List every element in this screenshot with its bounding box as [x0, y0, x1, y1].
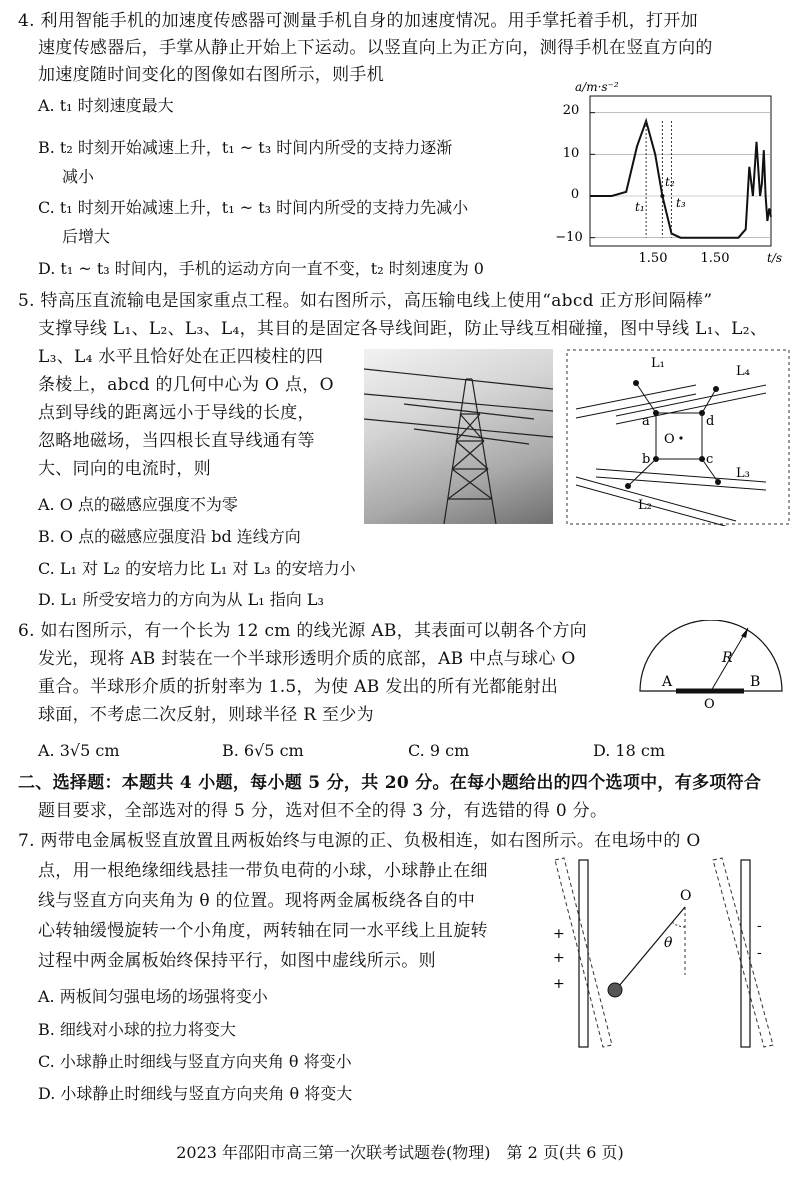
- label-theta: θ: [664, 935, 673, 951]
- q5-stem-line: 5. 特高压直流输电是国家重点工程。如右图所示，高压输电线上使用“abcd 正方形间隔棒”: [18, 291, 713, 311]
- q4-stem-line: 速度传感器后，手掌从静止开始上下运动。以竖直向上为正方向，测得手机在竖直方向的: [38, 38, 713, 58]
- label-b: b: [642, 452, 651, 467]
- node-d: [699, 410, 705, 416]
- minus-sign: -: [757, 918, 762, 934]
- q6-stem-line: 6. 如右图所示，有一个长为 12 cm 的线光源 AB，其表面可以朝各个方向: [18, 621, 587, 641]
- chart-ytick-label: 10: [562, 146, 580, 161]
- node-l2: [625, 483, 631, 489]
- capacitor-diagram: [545, 855, 785, 1055]
- q4-option-d: D. t₁ ~ t₃ 时间内，手机的运动方向一直不变，t₂ 时刻速度为 0: [38, 259, 484, 278]
- label-a: A: [662, 674, 673, 690]
- node-a: [653, 410, 659, 416]
- page-footer: 2023 年邵阳市高三第一次联考试题卷(物理) 第 2 页(共 6 页): [176, 1143, 624, 1162]
- q4-option-c: C. t₁ 时刻开始减速上升，t₁ ~ t₃ 时间内所受的支持力先减小: [38, 198, 469, 217]
- chart-ylabel: a/m·s⁻²: [575, 80, 619, 94]
- center-o-dot: [679, 436, 682, 439]
- chart-series-line: [590, 121, 771, 238]
- chart-annotation-t2: t₂: [665, 175, 675, 189]
- label-l4: L₄: [736, 364, 750, 379]
- radius-arrowhead: [741, 628, 748, 638]
- node-b: [653, 456, 659, 462]
- spacer-diagram-frame: [567, 350, 789, 524]
- angle-arc: [672, 922, 685, 927]
- label-d: d: [706, 414, 715, 429]
- power-tower-photo: [364, 349, 553, 524]
- wire-l1: [576, 394, 696, 418]
- q6-option-d: D. 18 cm: [593, 741, 666, 760]
- chart-plot-frame: [590, 96, 771, 246]
- q5-stem-line: 大、同向的电流时，则: [38, 459, 211, 479]
- minus-sign: -: [757, 945, 762, 961]
- q4-option-b: B. t₂ 时刻开始减速上升，t₁ ~ t₃ 时间内所受的支持力逐渐: [38, 138, 453, 157]
- label-l3: L₃: [736, 466, 750, 481]
- thread: [619, 907, 685, 986]
- label-o: O: [664, 432, 675, 447]
- label-a: a: [642, 414, 650, 429]
- q5-option-c: C. L₁ 对 L₂ 的安培力比 L₁ 对 L₃ 的安培力小: [38, 559, 356, 578]
- q4-option-b-cont: 减小: [62, 167, 95, 186]
- left-plate: [579, 860, 588, 1047]
- chart-annotation-t1: t₁: [635, 200, 645, 214]
- acceleration-chart: [555, 78, 795, 268]
- q5-stem-line: 忽略地磁场，当四根长直导线通有等: [38, 431, 315, 451]
- q7-option-d: D. 小球静止时细线与竖直方向夹角 θ 将变大: [38, 1084, 353, 1103]
- q5-option-b: B. O 点的磁感应强度沿 bd 连线方向: [38, 527, 301, 546]
- q7-stem-line: 心转轴缓慢旋转一个小角度，两转轴在同一水平线上且旋转: [38, 921, 488, 941]
- wire-l2: [576, 477, 736, 521]
- q5-stem-line: 点到导线的距离远小于导线的长度，: [38, 403, 315, 423]
- q6-option-a: A. 3√5 cm: [38, 741, 120, 760]
- wire-l2: [576, 485, 736, 526]
- spacer-arm: [702, 389, 716, 413]
- q6-stem-line: 重合。半球形介质的折射率为 1.5，为使 AB 发出的所有光都能射出: [38, 677, 559, 697]
- label-l1: L₁: [651, 356, 665, 371]
- plus-sign: +: [553, 976, 565, 992]
- power-tower-drawing: [364, 349, 553, 524]
- chart-ytick-label: 0: [570, 187, 580, 202]
- q5-stem-line: L₃、L₄ 水平且恰好处在正四棱柱的四: [38, 347, 324, 367]
- q6-stem-line: 发光，现将 AB 封装在一个半球形透明介质的底部，AB 中点与球心 O: [38, 649, 576, 669]
- q7-option-c: C. 小球静止时细线与竖直方向夹角 θ 将变小: [38, 1052, 352, 1071]
- q5-option-a: A. O 点的磁感应强度不为零: [38, 495, 238, 514]
- spacer-square: [656, 413, 702, 459]
- plus-sign: +: [553, 950, 565, 966]
- right-plate: [741, 860, 750, 1047]
- node-l1: [633, 380, 639, 386]
- chart-grid: [590, 113, 771, 238]
- q4-option-c-cont: 后增大: [62, 227, 111, 246]
- node-l3: [715, 479, 721, 485]
- chart-annotation-t3: t₃: [676, 196, 686, 210]
- plus-sign: +: [553, 926, 565, 942]
- q5-stem-line: 支撑导线 L₁、L₂、L₃、L₄，其目的是固定各导线间距，防止导线互相碰撞，图中导线 L₁、L₂、: [38, 319, 768, 339]
- label-b: B: [750, 674, 761, 690]
- spacer-diagram: [566, 349, 791, 526]
- q7-stem-line: 过程中两金属板始终保持平行，如图中虚线所示。则: [38, 951, 436, 971]
- chart-xtick-label: 1.50: [700, 251, 730, 266]
- q7-stem-line: 线与竖直方向夹角为 θ 的位置。现将两金属板绕各自的中: [38, 891, 476, 911]
- label-o: O: [704, 697, 715, 712]
- q7-option-b: B. 细线对小球的拉力将变大: [38, 1020, 236, 1039]
- spacer-arm: [636, 383, 656, 413]
- chart-xtick-label: 1.50: [638, 251, 668, 266]
- q7-option-a: A. 两板间匀强电场的场强将变小: [38, 987, 268, 1006]
- chart-ytick-label: −10: [555, 230, 583, 245]
- q5-stem-line: 条棱上，abcd 的几何中心为 O 点，O: [38, 375, 334, 395]
- node-c: [699, 456, 705, 462]
- wire-l1: [576, 385, 696, 409]
- chart-xlabel: t/s: [767, 251, 783, 265]
- label-c: c: [706, 452, 714, 467]
- q6-option-c: C. 9 cm: [408, 741, 470, 760]
- q7-stem-line: 点，用一根绝缘细线悬挂一带负电荷的小球，小球静止在细: [38, 861, 488, 881]
- charged-ball: [608, 983, 622, 997]
- q7-stem-line: 7. 两带电金属板竖直放置且两板始终与电源的正、负极相连，如右图所示。在电场中的 O: [18, 831, 701, 851]
- label-l2: L₂: [638, 498, 652, 513]
- chart-t2-point: [660, 194, 664, 198]
- section-2-text: 二、选择题：本题共 4 小题，每小题 5 分，共 20 分。在每小题给出的四个选项中，有多项符合: [18, 773, 762, 793]
- label-r: R: [722, 650, 733, 666]
- section-2-line: [18, 772, 761, 794]
- node-l4: [713, 386, 719, 392]
- q4-option-a: A. t₁ 时刻速度最大: [38, 96, 174, 115]
- q6-option-b: B. 6√5 cm: [222, 741, 304, 760]
- q6-stem-line: 球面，不考虑二次反射，则球半径 R 至少为: [38, 705, 374, 725]
- wire-l4: [616, 385, 766, 416]
- q4-stem-line: 4. 利用智能手机的加速度传感器可测量手机自身的加速度情况。用手掌托着手机，打开加: [18, 11, 698, 31]
- chart-ticks: [590, 113, 595, 238]
- label-o: O: [680, 888, 692, 904]
- section-2-line: 题目要求，全部选对的得 5 分，选对但不全的得 3 分，有选错的得 0 分。: [38, 801, 608, 821]
- chart-ytick-label: 20: [562, 103, 580, 118]
- q5-option-d: D. L₁ 所受安培力的方向为从 L₁ 指向 L₃: [38, 590, 324, 609]
- q4-stem-line: 加速度随时间变化的图像如右图所示，则手机: [38, 65, 384, 85]
- wire-l4: [616, 393, 766, 424]
- hemisphere-diagram: [636, 620, 786, 712]
